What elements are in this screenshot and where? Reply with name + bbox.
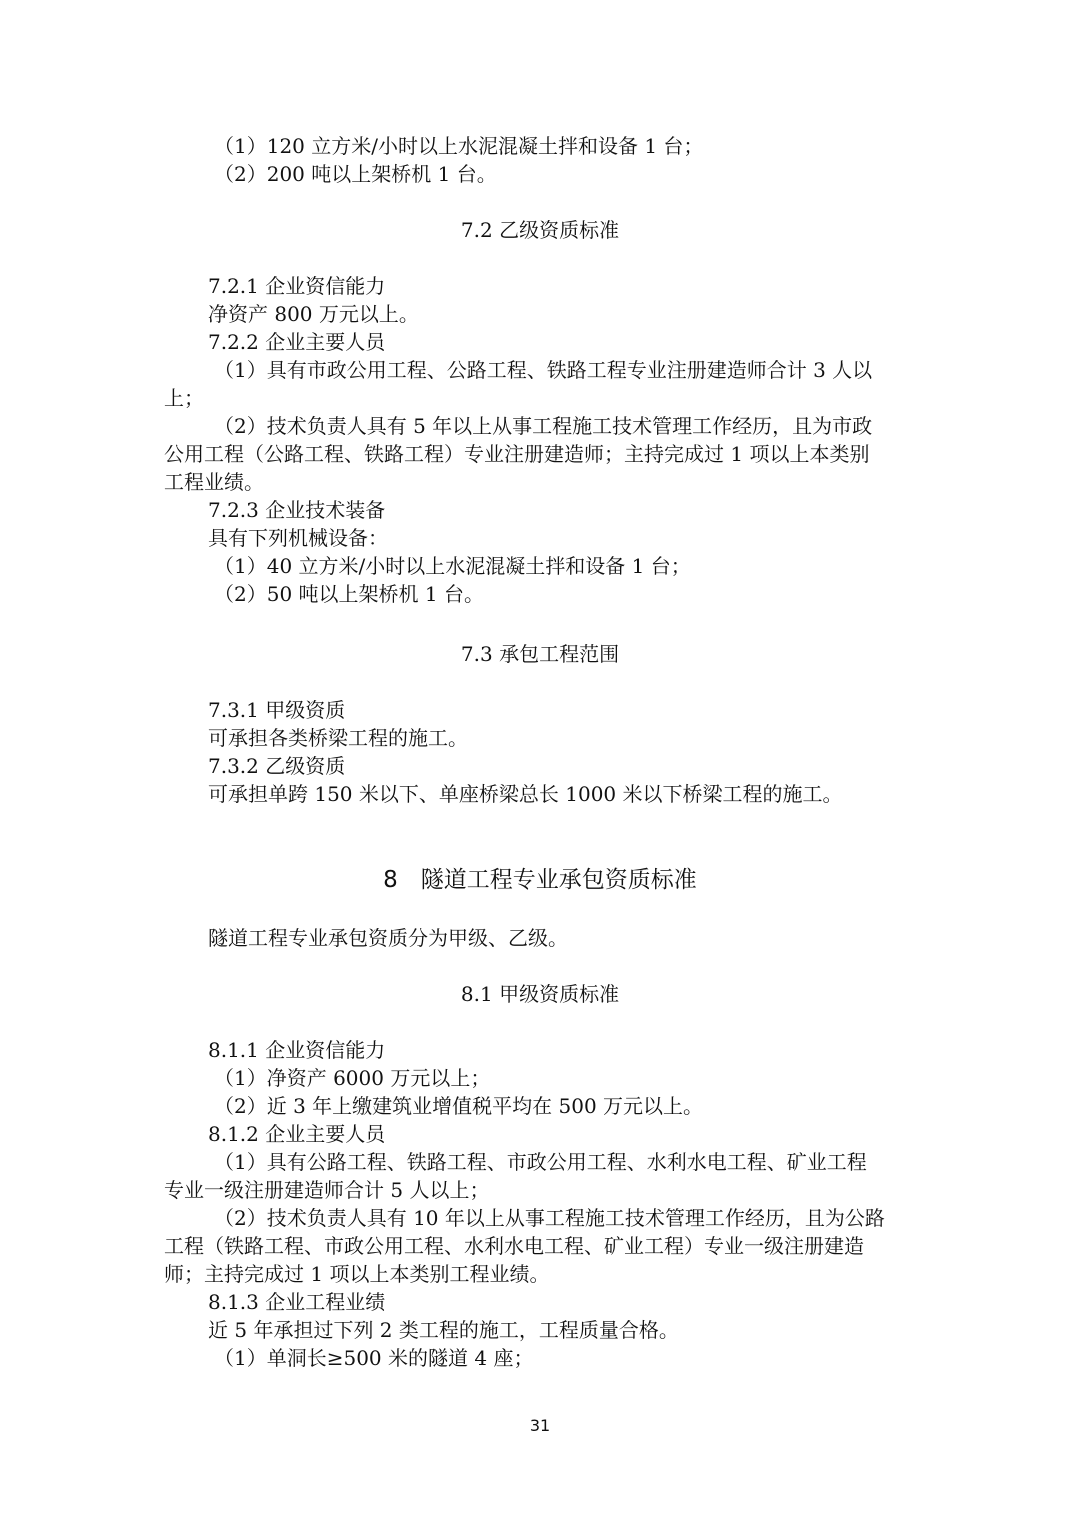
text-line: 师；主持完成过 1 项以上本类别工程业绩。 — [164, 1262, 550, 1286]
subsection-heading: 8.1.3 企业工程业绩 — [208, 1290, 386, 1314]
text-line: （1）120 立方米/小时以上水泥混凝土拌和设备 1 台； — [214, 134, 704, 158]
text-line: 净资产 800 万元以上。 — [208, 302, 419, 326]
text-line: （1）单洞长≥500 米的隧道 4 座； — [214, 1346, 534, 1370]
subsection-heading: 7.2.1 企业资信能力 — [208, 274, 386, 298]
text-line: 专业一级注册建造师合计 5 人以上； — [164, 1178, 490, 1202]
subsection-heading: 7.2.3 企业技术装备 — [208, 498, 386, 522]
text-line: 近 5 年承担过下列 2 类工程的施工，工程质量合格。 — [208, 1318, 679, 1342]
section-heading: 8.1 甲级资质标准 — [460, 982, 620, 1006]
text-line: （1）40 立方米/小时以上水泥混凝土拌和设备 1 台； — [214, 554, 691, 578]
text-line: 可承担单跨 150 米以下、单座桥梁总长 1000 米以下桥梁工程的施工。 — [208, 782, 843, 806]
text-line: （1）具有市政公用工程、公路工程、铁路工程专业注册建造师合计 3 人以 — [214, 358, 873, 382]
page-number: 31 — [529, 1416, 551, 1435]
text-line: 上； — [164, 386, 204, 410]
text-line: （2）技术负责人具有 10 年以上从事工程施工技术管理工作经历，且为公路 — [214, 1206, 885, 1230]
subsection-heading: 7.3.2 乙级资质 — [208, 754, 346, 778]
text-line: （2）技术负责人具有 5 年以上从事工程施工技术管理工作经历，且为市政 — [214, 414, 873, 438]
subsection-heading: 7.3.1 甲级资质 — [208, 698, 346, 722]
chapter-heading: 8 隧道工程专业承包资质标准 — [383, 867, 697, 893]
subsection-heading: 7.2.2 企业主要人员 — [208, 330, 386, 354]
subsection-heading: 8.1.2 企业主要人员 — [208, 1122, 386, 1146]
text-line: （2）50 吨以上架桥机 1 台。 — [214, 582, 484, 606]
text-line: 工程（铁路工程、市政公用工程、水利水电工程、矿业工程）专业一级注册建造 — [164, 1234, 864, 1258]
text-line: （2）200 吨以上架桥机 1 台。 — [214, 162, 497, 186]
subsection-heading: 8.1.1 企业资信能力 — [208, 1038, 386, 1062]
section-heading: 7.3 承包工程范围 — [460, 642, 620, 666]
text-line: 隧道工程专业承包资质分为甲级、乙级。 — [208, 926, 568, 950]
text-line: 工程业绩。 — [164, 470, 264, 494]
text-line: （1）具有公路工程、铁路工程、市政公用工程、水利水电工程、矿业工程 — [214, 1150, 867, 1174]
text-line: 公用工程（公路工程、铁路工程）专业注册建造师；主持完成过 1 项以上本类别 — [164, 442, 870, 466]
text-line: 可承担各类桥梁工程的施工。 — [208, 726, 468, 750]
text-line: 具有下列机械设备： — [208, 526, 388, 550]
section-heading: 7.2 乙级资质标准 — [460, 218, 620, 242]
text-line: （1）净资产 6000 万元以上； — [214, 1066, 491, 1090]
text-line: （2）近 3 年上缴建筑业增值税平均在 500 万元以上。 — [214, 1094, 704, 1118]
